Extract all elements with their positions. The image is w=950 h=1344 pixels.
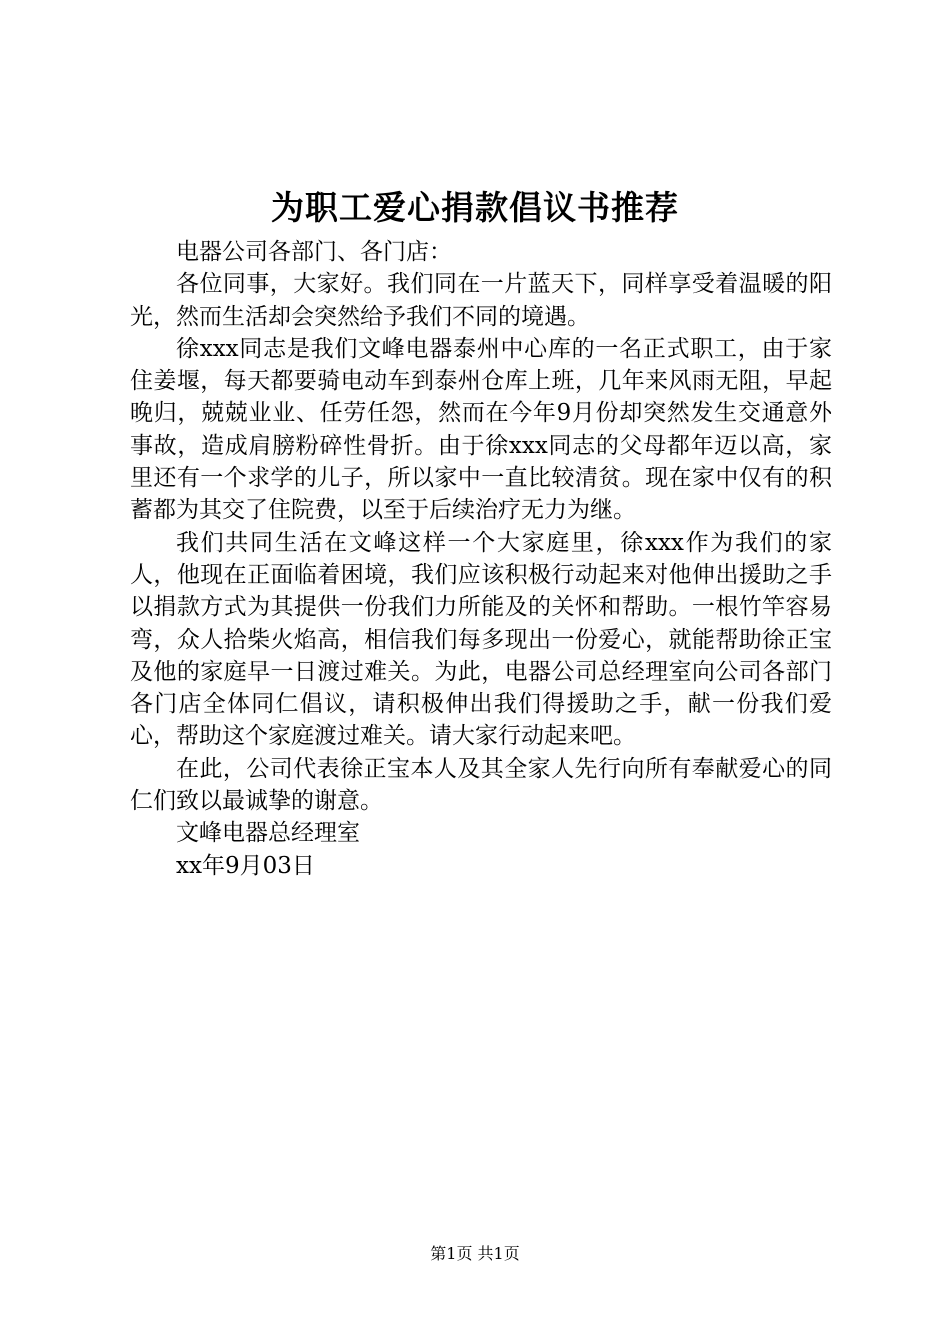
paragraph-1: 各位同事，大家好。我们同在一片蓝天下，同样享受着温暖的阳光，然而生活却会突然给予我们不同的境遇。 bbox=[130, 271, 832, 330]
paragraph-3: 我们共同生活在文峰这样一个大家庭里，徐xxx作为我们的家人，他现在正面临着困境，我们应该积极行动起来对他伸出援助之手以捐款方式为其提供一份我们力所能及的关怀和帮助。一根竹竿容易弯，众人拾柴火焰高，相信我们每多现出一份爱心，就能帮助徐正宝及他的家庭早一日渡过难关。为此，电器公司总经理室向公司各部门各门店全体同仁倡议，请积极伸出我们得援助之手，献一份我们爱心，帮助这个家庭渡过难关。请大家行动起来吧。 bbox=[130, 529, 832, 750]
paragraph-2: 徐xxx同志是我们文峰电器泰州中心库的一名正式职工，由于家住姜堰，每天都要骑电动车到泰州仓库上班，几年来风雨无阻，早起晚归，兢兢业业、任劳任怨，然而在今年9月份却突然发生交通意外事故，造成肩膀粉碎性骨折。由于徐xxx同志的父母都年迈以高，家里还有一个求学的儿子，所以家中一直比较清贫。现在家中仅有的积蓄都为其交了住院费，以至于后续治疗无力为继。 bbox=[130, 335, 832, 524]
document-title: 为职工爱心捐款倡议书推荐 bbox=[271, 188, 679, 227]
signature: 文峰电器总经理室 bbox=[176, 820, 360, 847]
paragraph-4: 在此，公司代表徐正宝本人及其全家人先行向所有奉献爱心的同仁们致以最诚挚的谢意。 bbox=[130, 755, 832, 815]
document-body bbox=[130, 236, 832, 882]
page-footer: 第1页 共1页 bbox=[430, 1244, 520, 1263]
date: xx年9月03日 bbox=[176, 852, 315, 879]
salutation: 电器公司各部门、各门店： bbox=[176, 239, 452, 265]
